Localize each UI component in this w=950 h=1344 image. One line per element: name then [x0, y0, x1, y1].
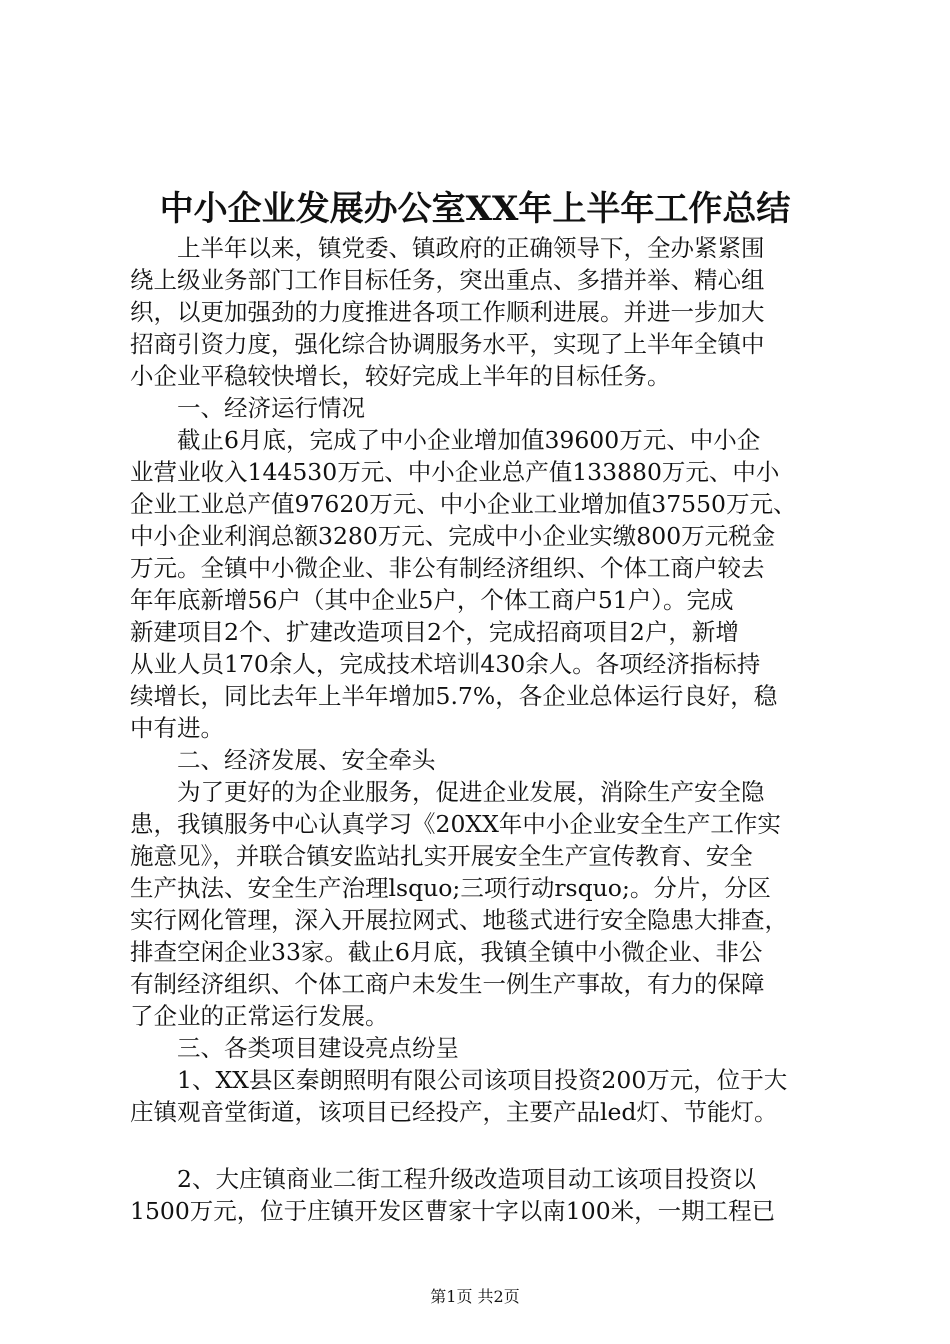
document-title: 中小企业发展办公室XX年上半年工作总结: [159, 189, 791, 229]
paragraph-line: 实行网化管理，深入开展拉网式、地毯式进行安全隐患大排查，: [130, 906, 788, 934]
paragraph-line: 了企业的正常运行发展。: [130, 1002, 389, 1030]
paragraph-line: 中有进。: [130, 714, 224, 742]
paragraph-line: 1500万元，位于庄镇开发区曹家十字以南100米，一期工程已: [130, 1197, 776, 1225]
paragraph-line: 年年底新增56户（其中企业5户，个体工商户51户）。完成: [130, 586, 734, 614]
paragraph-line: 企业工业总产值97620万元、中小企业工业增加值37550万元、: [130, 490, 797, 518]
paragraph-line: 生产执法、安全生产治理lsquo;三项行动rsquo;。分片，分区: [130, 874, 771, 902]
paragraph-line: 中小企业利润总额3280万元、完成中小企业实缴800万元税金: [130, 522, 776, 550]
paragraph-line: 患，我镇服务中心认真学习《20XX年中小企业安全生产工作实: [130, 810, 781, 838]
paragraph-line: 排查空闲企业33家。截止6月底，我镇全镇中小微企业、非公: [130, 938, 763, 966]
paragraph-line: 业营业收入144530万元、中小企业总产值133880万元、中小: [130, 458, 780, 486]
paragraph-line: 1、XX县区秦朗照明有限公司该项目投资200万元，位于大: [130, 1066, 788, 1094]
paragraph-line: 截止6月底，完成了中小企业增加值39600万元、中小企: [130, 426, 761, 454]
paragraph-line: 2、大庄镇商业二街工程升级改造项目动工该项目投资以: [130, 1165, 756, 1193]
paragraph-line: 为了更好的为企业服务，促进企业发展，消除生产安全隐: [130, 778, 765, 806]
section-heading-1: 一、经济运行情况: [130, 394, 365, 422]
paragraph-line: 新建项目2个、扩建改造项目2个，完成招商项目2户，新增: [130, 618, 739, 646]
paragraph-line: 万元。全镇中小微企业、非公有制经济组织、个体工商户较去: [130, 554, 765, 582]
section-heading-3: 三、各类项目建设亮点纷呈: [130, 1034, 459, 1062]
paragraph-line: 续增长，同比去年上半年增加5.7%，各企业总体运行良好，稳: [130, 682, 778, 710]
section-heading-2: 二、经济发展、安全牵头: [130, 746, 436, 774]
paragraph-line: 小企业平稳较快增长，较好完成上半年的目标任务。: [130, 362, 671, 390]
paragraph-line: 有制经济组织、个体工商户未发生一例生产事故，有力的保障: [130, 970, 765, 998]
paragraph-line: 绕上级业务部门工作目标任务，突出重点、多措并举、精心组: [130, 266, 765, 294]
page-number: 第1页 共2页: [430, 1287, 520, 1306]
paragraph-line: 织，以更加强劲的力度推进各项工作顺利进展。并进一步加大: [130, 298, 765, 326]
paragraph-line: 从业人员170余人，完成技术培训430余人。各项经济指标持: [130, 650, 761, 678]
paragraph-line: 施意见》，并联合镇安监站扎实开展安全生产宣传教育、安全: [130, 842, 753, 870]
paragraph-line: 上半年以来，镇党委、镇政府的正确领导下，全办紧紧围: [130, 234, 765, 262]
paragraph-line: 招商引资力度，强化综合协调服务水平，实现了上半年全镇中: [130, 330, 765, 358]
paragraph-line: 庄镇观音堂街道，该项目已经投产，主要产品led灯、节能灯。: [130, 1098, 778, 1126]
